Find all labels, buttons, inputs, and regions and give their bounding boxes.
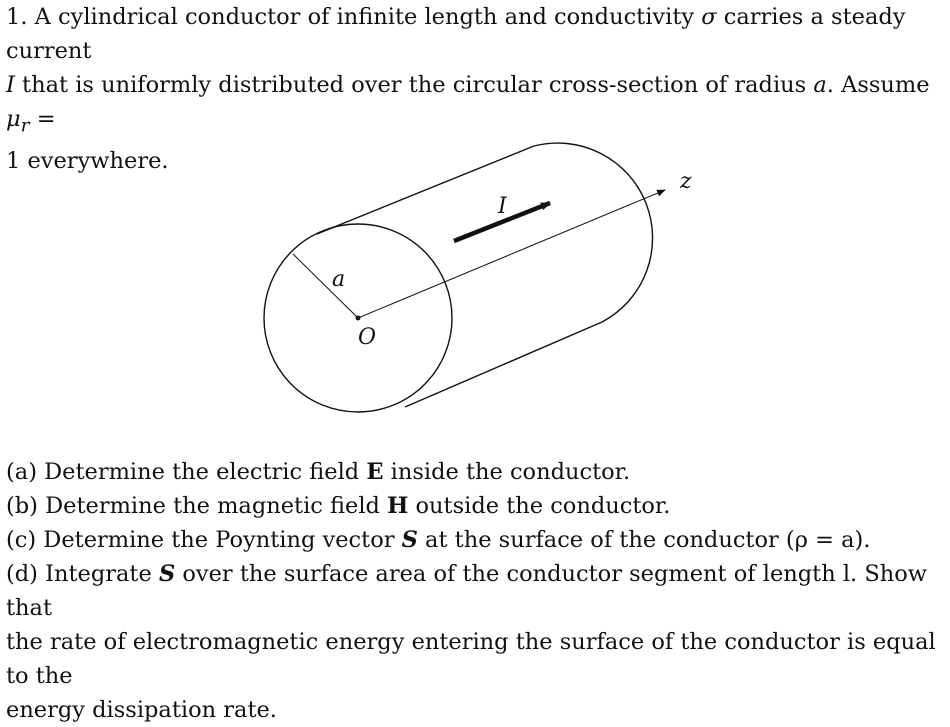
problem-text-1a: A cylindrical conductor of infinite length and conductivity — [34, 4, 695, 30]
cylinder-bottom-edge — [405, 322, 602, 407]
part-b — [6, 489, 946, 523]
part-c-bold: S — [401, 527, 418, 553]
problem-number: 1. — [6, 4, 28, 30]
radius-line — [293, 254, 358, 318]
part-b-post: outside the conductor. — [408, 493, 671, 519]
part-b-pre: (b) Determine the magnetic field — [6, 493, 388, 519]
z-axis — [358, 190, 665, 318]
equals-sign: = — [36, 106, 56, 132]
sigma-symbol: σ — [701, 4, 717, 30]
question-parts — [6, 455, 946, 727]
problem-text-2b: . Assume — [826, 72, 930, 98]
problem-text-3: 1 everywhere. — [6, 147, 169, 174]
mu-symbol: μ — [6, 106, 21, 132]
current-label: I — [498, 194, 507, 219]
part-a-bold: E — [366, 459, 384, 485]
part-d-continued-1: the rate of electromagnetic energy entering the surface of the conductor is equal to the — [6, 629, 936, 689]
part-a — [6, 455, 946, 489]
part-c-pre: (c) Determine the Poynting vector — [6, 527, 402, 553]
part-a-pre: (a) Determine the electric field — [6, 459, 367, 485]
part-d-continued-2: energy dissipation rate. — [6, 697, 277, 723]
cylinder-back-arc — [534, 143, 653, 322]
part-d-pre: (d) Integrate — [6, 561, 159, 587]
part-c — [6, 523, 946, 557]
part-a-post: inside the conductor. — [383, 459, 631, 485]
part-d — [6, 557, 946, 625]
part-b-bold: H — [387, 493, 409, 519]
z-axis-label: z — [680, 169, 692, 194]
problem-text-1b: carries a steady current — [6, 4, 906, 64]
mu-subscript: r — [20, 115, 30, 137]
problem-text-2a: that is uniformly distributed over the circular cross-section of radius — [22, 72, 807, 98]
current-symbol: I — [6, 72, 15, 98]
part-c-post: at the surface of the conductor (ρ = a). — [417, 527, 871, 553]
radius-symbol: a — [813, 72, 827, 98]
part-d-bold: S — [158, 561, 176, 587]
radius-label: a — [332, 267, 346, 292]
origin-dot — [356, 316, 361, 321]
origin-label: O — [358, 325, 377, 350]
part-d-post: over the surface area of the conductor segment of length l. Show that — [6, 561, 928, 621]
